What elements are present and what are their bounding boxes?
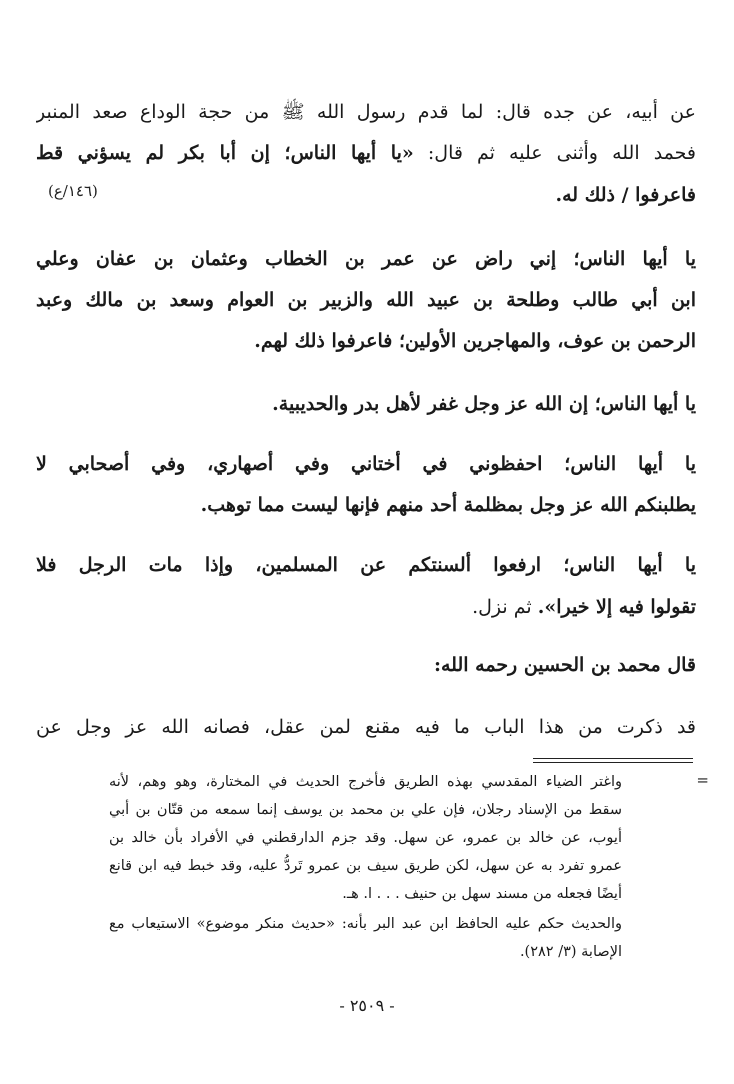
body-line-2-plain: فحمد الله وأثنى عليه ثم قال: bbox=[427, 142, 696, 164]
paragraph-2-line-3: الرحمن بن عوف، والمهاجرين الأولين؛ فاعرفوا ذلك لهم. bbox=[254, 330, 696, 352]
footnote-line-3: أيوب، عن خالد بن عمرو، عن سهل. وقد جزم الدارقطني في الأفراد بأن خالد بن bbox=[109, 830, 622, 846]
body-line-2-bold: «يا أيها الناس؛ إن أبا بكر لم يسؤني قط bbox=[36, 142, 414, 164]
paragraph-5-line-2-bold: تقولوا فيه إلا خيرا». bbox=[537, 596, 696, 618]
section-heading: قال محمد بن الحسين رحمه الله: bbox=[433, 654, 696, 676]
footnote-line-2: سقط من الإسناد رجلان، فإن علي بن محمد بن يوسف إنما سمعه من قتّان بن أبي bbox=[109, 802, 622, 818]
body-line-3: فاعرفوا / ذلك له. bbox=[555, 184, 696, 206]
paragraph-5-line-1: يا أيها الناس؛ ارفعوا ألسنتكم عن المسلمين، وإذا مات الرجل فلا bbox=[36, 554, 696, 576]
paragraph-6-line-1: قد ذكرت من هذا الباب ما فيه مقنع لمن عقل، فصانه الله عز وجل عن bbox=[36, 716, 696, 738]
paragraph-2-line-2: ابن أبي طالب وطلحة بن عبيد الله والزبير بن العوام وسعد بن مالك وعبد bbox=[36, 289, 696, 311]
paragraph-3-line-1: يا أيها الناس؛ إن الله عز وجل غفر لأهل بدر والحديبية. bbox=[272, 393, 696, 415]
footnote-line-5: أيضًا فجعله من مسند سهل بن حنيف . . . ا. هـ. bbox=[342, 886, 622, 902]
margin-reference: (١٤٦/ع) bbox=[48, 182, 98, 200]
paragraph-4-line-1: يا أيها الناس؛ احفظوني في أختاني وفي أصهاري، وفي أصحابي لا bbox=[36, 453, 696, 475]
footnote-line-4: عمرو تفرد به عن سهل، لكن طريق سيف بن عمرو تَردُّ عليه، وقد خبط فيه ابن قانع bbox=[109, 858, 622, 874]
footnote-continuation-mark: = bbox=[696, 771, 709, 789]
footnote-line-7: الإصابة (٣/ ٢٨٢). bbox=[519, 944, 622, 960]
page-number: - ٢٥٠٩ - bbox=[339, 996, 395, 1015]
footnote-separator-top bbox=[533, 758, 693, 759]
body-line-2 bbox=[36, 138, 696, 168]
paragraph-5-line-2-plain: ثم نزل. bbox=[472, 596, 532, 618]
footnote-line-6: والحديث حكم عليه الحافظ ابن عبد البر بأنه: «حديث منكر موضوع» الاستيعاب مع bbox=[109, 916, 622, 932]
paragraph-5-line-2 bbox=[36, 592, 696, 622]
paragraph-2-line-1: يا أيها الناس؛ إني راض عن عمر بن الخطاب وعثمان بن عفان وعلي bbox=[36, 248, 696, 270]
paragraph-4-line-2: يطلبنكم الله عز وجل بمظلمة أحد منهم فإنها ليست مما توهب. bbox=[200, 494, 696, 516]
body-line-1: عن أبيه، عن جده قال: لما قدم رسول الله ﷺ من حجة الوداع صعد المنبر bbox=[36, 101, 696, 123]
footnote-separator-bottom bbox=[533, 762, 693, 763]
footnote-line-1: واغتر الضياء المقدسي بهذه الطريق فأخرج الحديث في المختارة، وهو وهم، لأنه bbox=[109, 774, 622, 790]
